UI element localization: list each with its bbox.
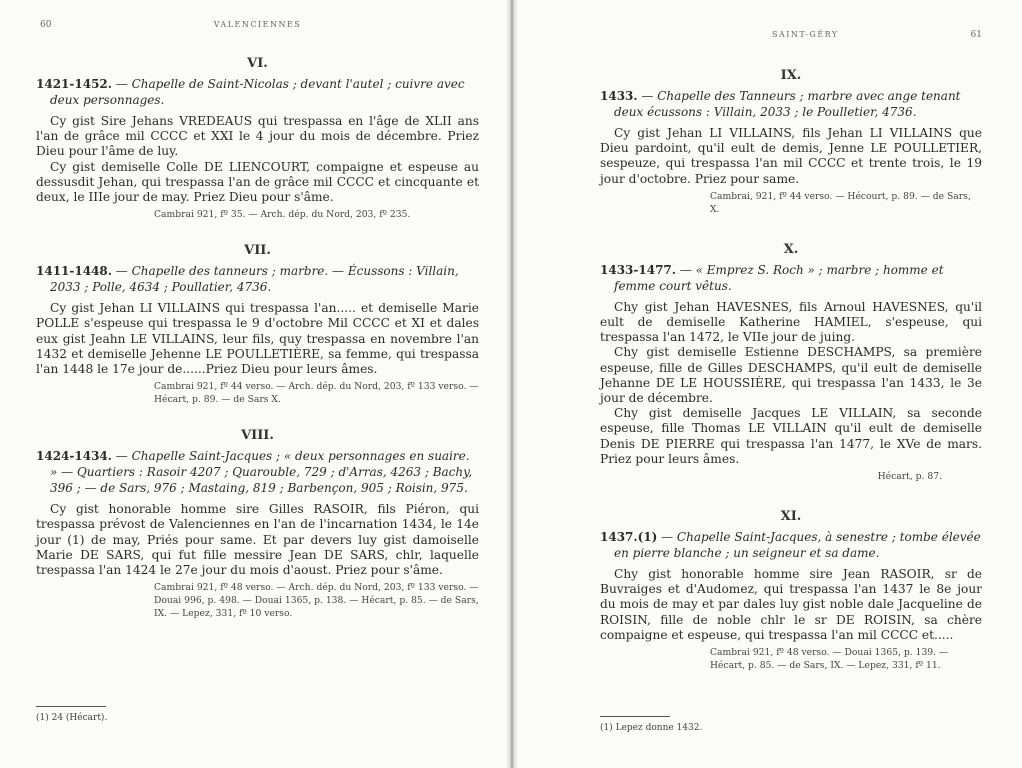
entry-x <box>600 238 982 483</box>
entry-description: — Chapelle Saint-Jacques ; « deux personnages en suaire. » — Quartiers : Rasoir 4207 ; Quarouble, 729 ; d'Arras, 4263 ; Bachy, 396 ; — de Sars, 976 ; Mastaing, 819 ; Barbençon, 905 ; Roisin, 975. <box>50 449 473 496</box>
inscription-paragraph: Chy gist demiselle Jacques LE VILLAIN, sa seconde espeuse, fille Thomas LE VILLAIN qu'il eult de demiselle Denis DE PIERRE qui trespassa l'an 1477, le XVe de mars. Priez pour leurs âmes. <box>600 406 982 466</box>
footnote-rule <box>600 716 670 717</box>
entry-description: — Chapelle des tanneurs ; marbre. — Écussons : Villain, 2033 ; Polle, 4634 ; Poullatier, 4736. <box>50 264 459 295</box>
entry-heading <box>600 262 982 294</box>
footnote-rule <box>36 706 106 707</box>
page-number-right: 61 <box>970 30 982 40</box>
entry-date: 1433-1477. <box>600 262 676 277</box>
entry-heading <box>36 448 479 496</box>
footnote-block-right <box>600 716 702 733</box>
entry-number: X. <box>783 241 799 257</box>
entry-number: XI. <box>780 509 802 525</box>
entry-xi <box>600 505 982 672</box>
entry-heading <box>600 529 982 561</box>
entry-ix <box>600 64 982 216</box>
running-head-left <box>36 0 479 34</box>
inscription-paragraph: Chy gist honorable homme sire Jean RASOIR, sr de Buvraiges et d'Audomez, qui trespassa l'an 1437 le 8e jour du mois de may et par dales luy gist noble dale Jacqueline de ROISIN, fille de noble chlr le sr DE ROISIN, sa chère compaigne et espeuse, qui trespassa l'an mil CCCC et..... <box>600 567 982 642</box>
entry-description: — Chapelle Saint-Jacques, à senestre ; tombe élevée en pierre blanche ; un seigneur et sa dame. <box>614 530 981 561</box>
entry-date: 1424-1434. <box>36 449 112 464</box>
entry-date: 1411-1448. <box>36 264 112 279</box>
entry-viii <box>36 424 479 620</box>
source-references: Cambrai 921, fº 48 verso. — Arch. dép. du Nord, 203, fº 133 verso. — Douai 996, p. 498. — Douai 1365, p. 138. — Hécart, p. 85. — de Sars, IX. — Lepez, 331, fº 10 verso. <box>154 582 479 620</box>
footnote-block-left <box>36 706 107 723</box>
inscription-paragraph: Cy gist Jehan LI VILLAINS, fils Jehan LI VILLAINS que Dieu pardoint, qu'il eult de demis, Jenne LE POULLETIER, sespeuze, qui trespassa l'an mil CCCC et trente trois, le 19 jour d'octobre. Priez pour same. <box>600 126 982 186</box>
inscription-paragraph: Cy gist Sire Jehans VREDEAUS qui trespassa en l'âge de XLII ans l'an de grâce mil CCCC et XXI le 4 jour du mois de décembre. Priez Dieu pour l'âme de luy. <box>36 114 479 159</box>
entry-heading <box>600 88 982 120</box>
right-page <box>520 0 1022 768</box>
entry-heading <box>36 263 479 295</box>
page-number-left: 60 <box>40 20 52 30</box>
entry-number: VI. <box>247 56 268 71</box>
source-references: Cambrai, 921, fº 44 verso. — Hécourt, p. 89. — de Sars, X. <box>710 190 971 215</box>
inscription-paragraph: Cy gist honorable homme sire Gilles RASOIR, fils Piéron, qui trespassa prévost de Valenciennes en l'an de l'incarnation 1434, le 14e jour (1) de may, Priés pour same. Et par devers luy gist damoiselle Marie DE SARS, qui fut fille messire Jean DE SARS, chlr, laquelle trespassa l'an 1424 le 27e jour du mois d'aoust. Priez pour s'âme. <box>36 502 479 578</box>
running-head-title-right: SAINT-GÉRY <box>772 30 839 39</box>
entry-number: VIII. <box>241 428 274 444</box>
entry-number: IX. <box>780 68 802 83</box>
running-head-title-left: VALENCIENNES <box>213 20 302 29</box>
book-gutter <box>507 0 517 768</box>
entry-description: — « Emprez S. Roch » ; marbre ; homme et femme court vêtus. <box>614 262 944 293</box>
entry-description: — Chapelle des Tanneurs ; marbre avec ange tenant deux écussons : Villain, 2033 ; le Poulletier, 4736. <box>614 89 961 119</box>
source-references: Cambrai 921, fº 48 verso. — Douai 1365, p. 139. — Hécart, p. 85. — de Sars, IX. — Lepez, 331, fº 11. <box>710 647 949 672</box>
inscription-paragraph: Chy gist Jehan HAVESNES, fils Arnoul HAVESNES, qu'il eult de demiselle Katherine HAMIEL, s'espeuse, qui trespassa l'an 1472, le VIIe jour de juing. <box>600 299 982 345</box>
entry-heading <box>36 76 479 108</box>
entry-vii <box>36 239 479 406</box>
footnote-left: (1) 24 (Hécart). <box>36 713 108 723</box>
entry-date: 1437.(1) <box>600 530 658 545</box>
inscription-paragraph: Cy gist demiselle Colle DE LIENCOURT, compaigne et espeuse au dessusdit Jehan, qui trespassa l'an de grâce mil CCCC et cincquante et deux, le IIIe jour de may. Priez Dieu pour s'âme. <box>36 159 479 205</box>
running-head-right <box>600 0 982 40</box>
entry-date: 1421-1452. <box>36 77 112 91</box>
entry-date: 1433. <box>600 89 638 103</box>
source-references: Hécart, p. 87. <box>877 471 942 483</box>
footnote-right: (1) Lepez donne 1432. <box>600 723 703 733</box>
left-page <box>0 0 505 768</box>
entry-number: VII. <box>244 243 271 259</box>
source-references: Cambrai 921, fº 35. — Arch. dép. du Nord, 203, fº 235. <box>154 209 411 221</box>
entry-vi <box>36 52 479 221</box>
entry-description: — Chapelle de Saint-Nicolas ; devant l'autel ; cuivre avec deux personnages. <box>50 77 465 107</box>
inscription-paragraph: Cy gist Jehan LI VILLAINS qui trespassa l'an..... et demiselle Marie POLLE s'espeuse qui trespassa le 9 d'octobre Mil CCCC et XI et dales eux gist Jeahn LE VILLAINS, leur fils, quy trespassa en novembre l'an 1432 et demiselle Jehenne LE POULLETIÈRE, sa femme, qui trespassa l'an 1448 le 17e jour de......Priez Dieu pour leurs âmes. <box>36 301 479 377</box>
source-references: Cambrai 921, fº 44 verso. — Arch. dép. du Nord, 203, fº 133 verso. — Hécart, p. 89. — de Sars X. <box>154 381 479 406</box>
inscription-paragraph: Chy gist demiselle Estienne DESCHAMPS, sa première espeuse, fille de Gilles DESCHAMPS, qu'il eult de demiselle Jehanne DE LE HOUSSIÈRE, qui trespassa l'an 1433, le 3e jour de décembre. <box>600 345 982 406</box>
